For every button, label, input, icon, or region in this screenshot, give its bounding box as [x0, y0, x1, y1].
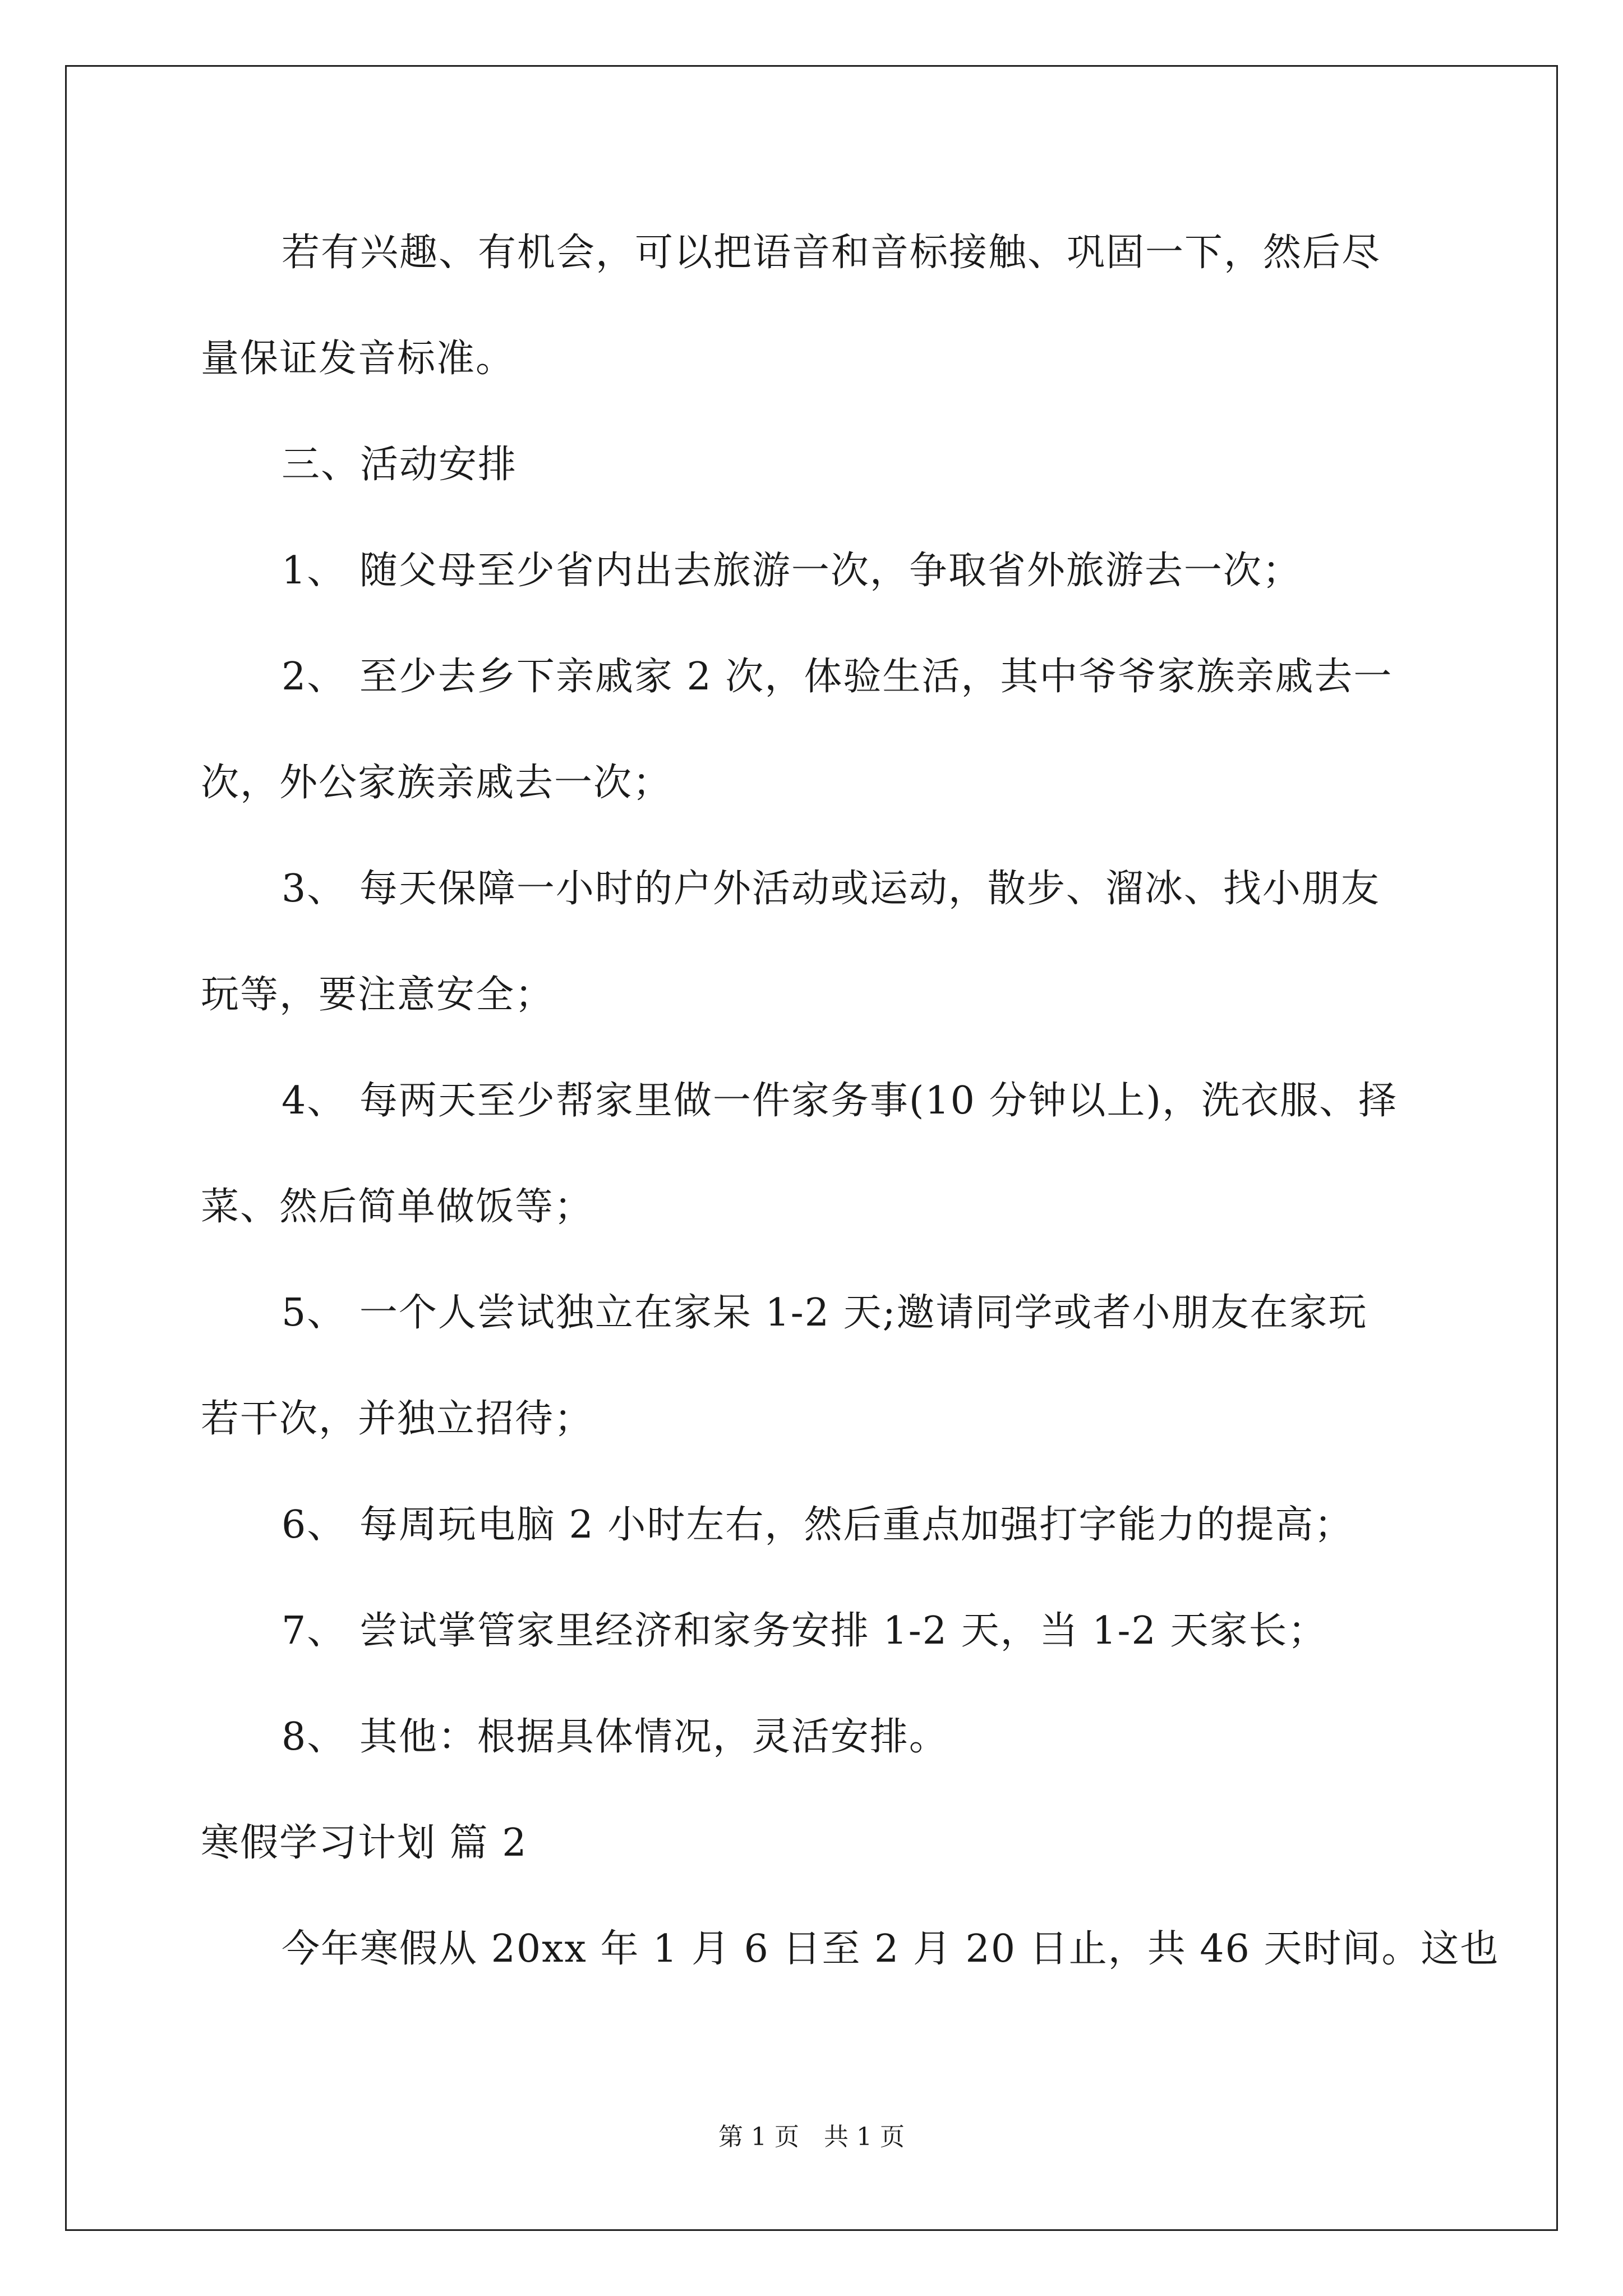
paragraph-line-2: 量保证发音标准。 — [201, 337, 515, 381]
list-item-8: 8、 其他：根据具体情况，灵活安排。 — [282, 1715, 948, 1759]
list-item-6: 6、 每周玩电脑 2 小时左右，然后重点加强打字能力的提高； — [282, 1503, 1354, 1547]
list-item-5-continued: 若干次，并独立招待； — [201, 1397, 594, 1441]
page-number-current: 第 1 页 — [718, 2123, 799, 2151]
list-item-2-continued: 次，外公家族亲戚去一次； — [201, 761, 672, 805]
list-item-4-continued: 菜、然后简单做饭等； — [201, 1185, 594, 1229]
page-number-total: 共 1 页 — [824, 2123, 905, 2151]
paragraph-line-1: 若有兴趣、有机会，可以把语音和音标接触、巩固一下，然后尽 — [282, 231, 1381, 275]
page-footer — [0, 2125, 1623, 2150]
list-item-1: 1、 随父母至少省内出去旅游一次，争取省外旅游去一次； — [282, 549, 1302, 593]
list-item-3-continued: 玩等，要注意安全； — [201, 973, 555, 1017]
section-title-activity: 三、活动安排 — [282, 443, 518, 487]
list-item-4: 4、 每两天至少帮家里做一件家务事(10 分钟以上)，洗衣服、择 — [282, 1079, 1398, 1123]
list-item-7: 7、 尝试掌管家里经济和家务安排 1-2 天，当 1-2 天家长； — [282, 1609, 1327, 1653]
section-heading: 寒假学习计划 篇 2 — [201, 1821, 528, 1865]
list-item-2: 2、 至少去乡下亲戚家 2 次，体验生活，其中爷爷家族亲戚去一 — [282, 655, 1393, 699]
list-item-5: 5、 一个人尝试独立在家呆 1-2 天;邀请同学或者小朋友在家玩 — [282, 1291, 1368, 1335]
list-item-3: 3、 每天保障一小时的户外活动或运动，散步、溜冰、找小朋友 — [282, 867, 1380, 911]
page-border — [65, 65, 1558, 2231]
paragraph-line-after-heading: 今年寒假从 20xx 年 1 月 6 日至 2 月 20 日止，共 46 天时间。这也 — [282, 1927, 1500, 1971]
